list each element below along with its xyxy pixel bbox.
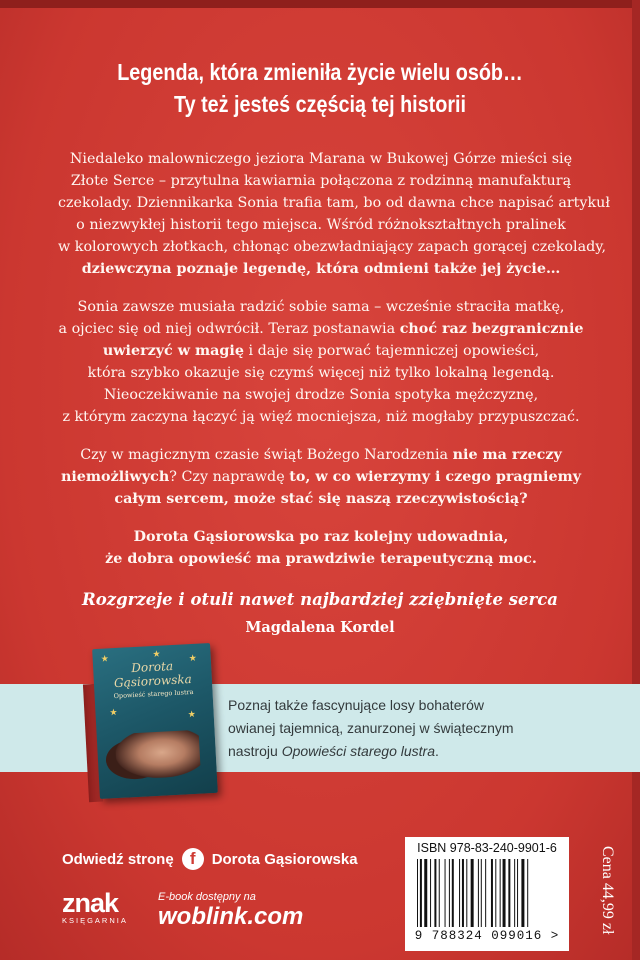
- barcode-bar: [424, 859, 427, 927]
- barcode-bar: [503, 859, 506, 927]
- headline-line-2: Ty też jesteś częścią tej historii: [173, 91, 467, 117]
- promo-book-illustration: [115, 730, 201, 780]
- facebook-page-name[interactable]: Dorota Gąsiorowska: [211, 850, 358, 868]
- blurb-line-bold: całym sercem, może stać się naszą rzeczywistością?: [114, 491, 528, 507]
- barcode-bar: [517, 859, 518, 927]
- barcode-bar: [430, 859, 431, 927]
- barcode-bar: [449, 859, 450, 927]
- barcode-bar: [445, 859, 446, 927]
- barcode-bar: [508, 859, 510, 927]
- star-icon: ★: [152, 649, 161, 661]
- review-quote-author: Magdalena Kordel: [245, 619, 395, 636]
- blurb-text: ? Czy naprawdę: [169, 469, 290, 485]
- barcode-bar: [466, 859, 467, 927]
- blurb: [58, 148, 611, 586]
- star-icon: ★: [109, 707, 118, 719]
- ebook-label: E-book dostępny na: [158, 891, 256, 903]
- blurb-emphasis: uwierzyć w magię: [102, 343, 244, 359]
- headline-line-1: Legenda, która zmieniła życie wielu osób…: [117, 59, 523, 85]
- promo-text-part: nastroju: [228, 743, 282, 759]
- headline: [45, 56, 595, 120]
- blurb-line: Nieoczekiwanie na swojej drodze Sonia spotyka mężczyznę,: [103, 387, 539, 403]
- isbn-text: ISBN 978-83-240-9901-6: [417, 841, 557, 855]
- blurb-emphasis: niemożliwych: [60, 469, 170, 485]
- blurb-line-bold: Dorota Gąsiorowska po raz kolejny udowadnia,: [133, 529, 509, 545]
- barcode-bars: [415, 859, 561, 927]
- woblink-logo-text: woblink.com: [158, 903, 304, 930]
- blurb-text: i daje się porwać tajemniczej opowieści,: [243, 343, 540, 359]
- cover-right-edge: [632, 0, 640, 960]
- cover-top-edge: [0, 0, 640, 8]
- barcode-bar: [481, 859, 482, 927]
- barcode-bar: [452, 859, 454, 927]
- promo-line: owianej tajemnicą, zanurzonej w świątecznym: [228, 720, 514, 736]
- barcode-bar: [500, 859, 501, 927]
- barcode-bar: [417, 859, 418, 927]
- blurb-line: z którym zaczyna łączyć ją więź mocniejsza, niż mogłaby przypuszczać.: [62, 409, 580, 425]
- blurb-line: Niedaleko malowniczego jeziora Marana w Bukowej Górze mieści się: [69, 151, 573, 167]
- blurb-line: która szybko okazuje się czymś więcej niż tylko lokalną legendą.: [87, 365, 555, 381]
- price-label: Cena 44,99 zł: [599, 846, 616, 935]
- promo-book-author: Dorota Gąsiorowska: [113, 658, 193, 691]
- blurb-emphasis: nie ma rzeczy: [452, 447, 562, 463]
- star-icon: ★: [100, 654, 110, 665]
- blurb-text: Czy w magicznym czasie świąt Bożego Narodzenia: [80, 447, 453, 463]
- blurb-paragraph-2: [58, 296, 584, 428]
- blurb-line: Sonia zawsze musiała radzić sobie sama – wcześnie straciła matkę,: [77, 299, 565, 315]
- facebook-icon[interactable]: f: [182, 848, 204, 870]
- ean-text: 9 788324 099016 >: [414, 929, 560, 943]
- znak-logo-text: znak: [62, 888, 119, 918]
- visit-label: Odwiedź stronę: [62, 850, 174, 868]
- blurb-paragraph-3: [58, 444, 584, 510]
- barcode-bar: [495, 859, 496, 927]
- blurb-line: o niezwykłej historii tego miejsca. Wśród różnokształtnych pralinek: [76, 217, 566, 233]
- barcode: [405, 837, 569, 951]
- barcode-bar: [420, 859, 422, 927]
- blurb-line: [58, 444, 584, 466]
- barcode-bar: [439, 859, 440, 927]
- star-icon: ★: [188, 653, 198, 665]
- blurb-line: czekolady. Dziennikarka Sonia trafia tam, bo od dawna chce napisać artykuł: [58, 195, 611, 211]
- blurb-paragraph-1: [58, 148, 611, 280]
- blurb-line: Złote Serce – przytulna kawiarnia połączona z rodzinną manufakturą: [70, 173, 572, 189]
- barcode-bar: [434, 859, 436, 927]
- blurb-emphasis: choć raz bezgranicznie: [399, 321, 584, 337]
- promo-line: Poznaj także fascynujące losy bohaterów: [228, 697, 485, 713]
- blurb-line: w kolorowych złotkach, chłonąc obezwładniający zapach gorącej czekolady,: [58, 239, 606, 255]
- barcode-bar: [491, 859, 493, 927]
- star-icon: ★: [187, 709, 197, 721]
- facebook-visit[interactable]: [62, 848, 358, 870]
- blurb-line: [58, 318, 584, 340]
- promo-book-name: Opowieści starego lustra: [281, 743, 435, 759]
- barcode-bar: [459, 859, 460, 927]
- promo-text-part: .: [435, 743, 439, 759]
- barcode-bar: [514, 859, 515, 927]
- blurb-line-bold: dziewczyna poznaje legendę, która odmieni także jej życie…: [81, 261, 561, 277]
- blurb-line: [58, 340, 584, 362]
- barcode-bar: [521, 859, 524, 927]
- blurb-line: [58, 466, 584, 488]
- barcode-bar: [471, 859, 474, 927]
- barcode-bar: [462, 859, 464, 927]
- barcode-bar: [478, 859, 479, 927]
- blurb-emphasis: to, w co wierzymy i czego pragniemy: [289, 469, 582, 485]
- promo-text: [228, 694, 568, 763]
- promo-book-title: Opowieść starego lustra: [113, 687, 194, 701]
- znak-logo-subtitle: KSIĘGARNIA: [62, 916, 128, 925]
- promo-line: [228, 740, 568, 763]
- barcode-bar: [485, 859, 486, 927]
- barcode-bar: [527, 859, 528, 927]
- promo-book-cover: [92, 643, 218, 799]
- blurb-paragraph-4: [58, 526, 584, 570]
- review-quote: Rozgrzeje i otuli nawet najbardziej zziębnięte serca: [82, 590, 558, 609]
- blurb-text: a ojciec się od niej odwrócił. Teraz postanawia: [58, 321, 400, 337]
- woblink-logo: [158, 890, 303, 930]
- znak-logo: [62, 890, 128, 926]
- blurb-line-bold: że dobra opowieść ma prawdziwie terapeutyczną moc.: [105, 551, 537, 567]
